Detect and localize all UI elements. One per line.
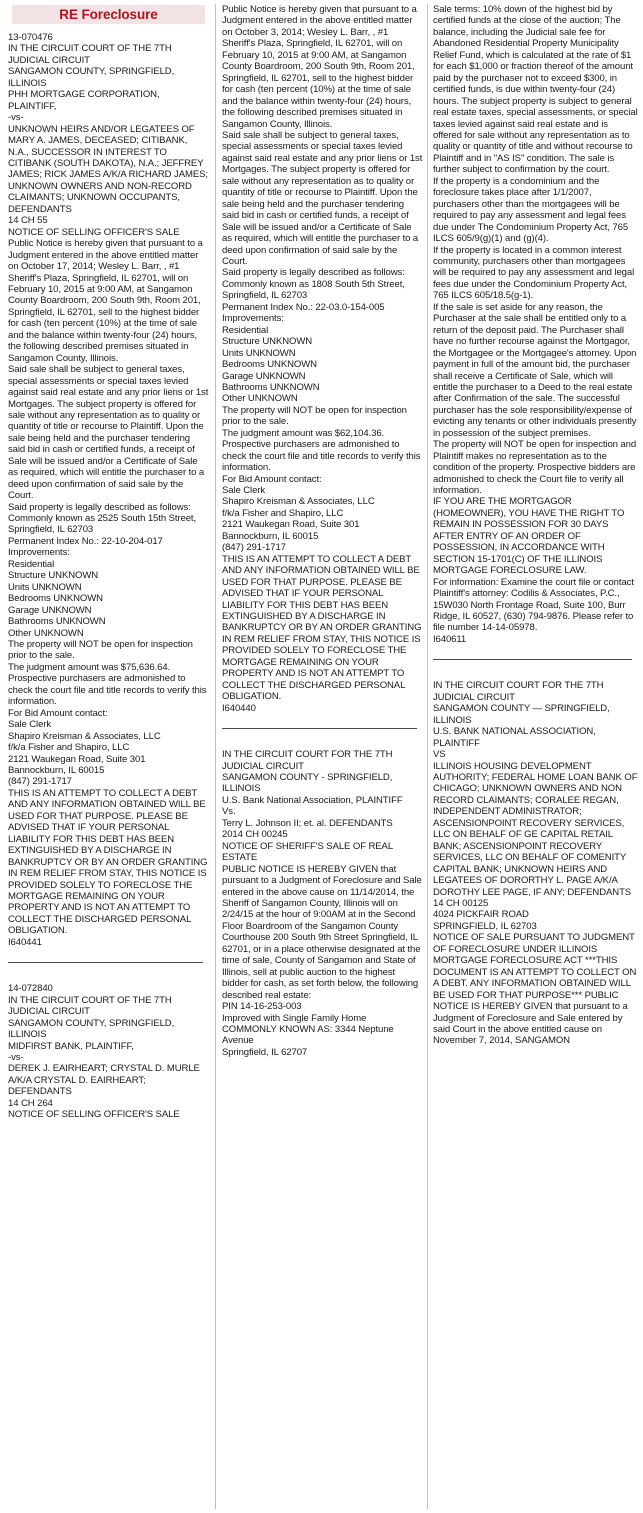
notice-line: (847) 291-1717: [222, 542, 286, 554]
notice-line: THIS IS AN ATTEMPT TO COLLECT A DEBT AND ANY INFORMATION OBTAINED WILL BE USED FOR THAT PURPOSE. PLEASE BE ADVISED THAT IF YOUR PERSONAL LIABILITY FOR THIS DEBT HAS BEEN EXTINGUISHED BY A DISCHARGE IN BANKRUPTCY OR BY AN ORDER GRANTING IN REM RELIEF FROM STAY, THIS NOTICE IS PROVIDED SOLELY TO FORECLOSE THE MORTGAGE REMAINING ON YOUR PROPERTY AND IS NOT AN ATTEMPT TO COLLECT THE DISCHARGED PERSONAL OBLIGATION.: [222, 553, 422, 703]
notice-line: Garage UNKNOWN: [222, 370, 306, 382]
notice-line: Commonly known as 2525 South 15th Street, Springfield, IL 62703: [8, 513, 197, 536]
notice-line: 14-072840: [8, 983, 53, 995]
notice-line: I640441: [8, 936, 42, 948]
notice-line: NOTICE OF SHERIFF'S SALE OF REAL ESTATE: [222, 840, 393, 864]
notice-line: Residential: [222, 324, 269, 336]
notice-line: Bedrooms UNKNOWN: [222, 359, 317, 371]
notice-line: I640611: [433, 633, 467, 645]
column-2: [222, 4, 423, 1058]
notice-line: If the sale is set aside for any reason, the Purchaser at the sale shall be entitled only to a return of the deposit paid. The Purchaser shall have no further recourse against the Mortgagor, the Mortgagee or the Mortgagee's attorney. Upon payment in full of the amount bid, the purchaser shall receive a Certificate of Sale, which will entitle the purchaser to a Deed to the real estate after Confirmation of the sale. The successful purchaser has the sole responsibility/expense of evicting any tenants or other individuals presently in possession of the subject premises.: [433, 301, 637, 439]
notice-line: Vs.: [222, 806, 236, 818]
notice-line: Units UNKNOWN: [8, 581, 82, 593]
column-3: [433, 4, 638, 1047]
column-divider: [427, 4, 428, 1509]
notice-line: Residential: [8, 558, 55, 570]
legal-notice: [8, 32, 209, 948]
notice-line: The judgment amount was $62,104.36.: [222, 427, 385, 439]
legal-notice-continued: [222, 4, 423, 714]
notice-line: Structure UNKNOWN: [8, 570, 99, 582]
notice-line: f/k/a Fisher and Shapiro, LLC: [222, 507, 344, 519]
notice-line: Other UNKNOWN: [222, 393, 298, 405]
legal-notice: [8, 983, 209, 1120]
notice-separator: [222, 728, 417, 729]
column-1: [8, 4, 209, 1121]
notice-line: Permanent Index No.: 22-10-204-017: [8, 535, 163, 547]
notice-line: Permanent Index No.: 22-03.0-154-005: [222, 301, 385, 313]
notice-line: -vs-: [8, 1051, 24, 1063]
notice-line: PUBLIC NOTICE IS HEREBY GIVEN that pursuant to a Judgment of Foreclosure and Sale entered in the above cause on 11/14/2014, the Sheriff of Sangamon County, Illinois will on 2/24/15 at the hour of 9:00AM at in the Second Floor Boardroom of the Sangamon County Courthouse 200 South 9th Street Springfield, IL 62701, or in a place otherwise designated at the time of sale, County of Sangamon and State of Illinois, sell at public auction to the highest bidder for cash, as set forth below, the following described real estate:: [222, 863, 422, 1001]
notice-line: Bathrooms UNKNOWN: [222, 381, 320, 393]
notice-line: Commonly known as 1808 South 5th Street, Springfield, IL 62703: [222, 278, 405, 302]
notice-line: Public Notice is hereby given that pursuant to a Judgment entered in the above entitled matter on October 3, 2014; Wesley L. Barr, , #1 Sheriff's Plaza, Springfield, IL 62701, will on February 10, 2015 at 9:00 AM, at Sangamon County Boardroom, 200 South 9th, Room 201, Springfield, IL 62701, sell to the highest bidder for cash (ten percent (10%) at the time of sale and the balance within twenty-four (24) hours, the following described premises situated in Sangamon County, Illinois.: [222, 4, 417, 130]
notice-line: Bedrooms UNKNOWN: [8, 593, 103, 605]
notice-line: IN THE CIRCUIT COURT OF THE 7TH JUDICIAL CIRCUIT: [8, 994, 172, 1018]
notice-line: MIDFIRST BANK, PLAINTIFF,: [8, 1040, 134, 1052]
notice-line: Said property is legally described as follows:: [8, 501, 191, 513]
notice-line: I640440: [222, 702, 256, 714]
notice-line: For Bid Amount contact:: [222, 473, 322, 485]
notice-line: 2121 Waukegan Road, Suite 301: [8, 753, 146, 765]
notice-separator: [8, 962, 203, 963]
notice-line: Garage UNKNOWN: [8, 604, 92, 616]
notice-line: IN THE CIRCUIT COURT FOR THE 7TH JUDICIAL CIRCUIT: [222, 749, 393, 772]
notice-line: SANGAMON COUNTY, SPRINGFIELD, ILLINOIS: [8, 1017, 175, 1041]
notice-line: For information: Examine the court file or contact Plaintiff's attorney: Codilis & Associates, P.C., 15W030 North Frontage Road, Suite 100, Burr Ridge, IL 60527, (630) 794-9876. Please refer to file number 14-14-05978.: [433, 576, 634, 634]
notice-line: U.S. Bank National Association, PLAINTIFF: [222, 794, 403, 806]
notice-line: 2121 Waukegan Road, Suite 301: [222, 519, 360, 531]
notice-line: Sale Clerk: [222, 485, 266, 497]
notice-line: Bathrooms UNKNOWN: [8, 616, 106, 628]
notice-line: f/k/a Fisher and Shapiro, LLC: [8, 742, 130, 754]
notice-line: PHH MORTGAGE CORPORATION, PLAINTIFF,: [8, 89, 160, 112]
notice-line: Public Notice is hereby given that pursuant to a Judgment entered in the above entitled matter on October 17, 2014; Wesley L. Barr, , #1 Sheriff's Plaza, Springfield, IL 62701, will on February 10, 2015 at 9:00 AM, at Sangamon County Boardroom, 200 South 9th, Room 201, Springfield, IL 62701, sell to the highest bidder for cash (ten percent (10%) at the time of sale and the balance within twenty-four (24) hours, the following described premises situated in Sangamon County, Illinois.: [8, 238, 203, 364]
notice-line: IN THE CIRCUIT COURT FOR THE 7TH JUDICIAL CIRCUIT: [433, 680, 604, 703]
column-divider: [215, 4, 216, 1509]
notice-line: Bannockburn, IL 60015: [222, 530, 319, 542]
notice-line: 13-070476: [8, 32, 53, 43]
notice-line: 2014 CH 00245: [222, 829, 288, 841]
notice-line: Said sale shall be subject to general taxes, special assessments or special taxes levied against said real estate and any prior liens or 1st Mortgages. The subject property is offered for sale without any representation as to quality or quantity of title or recourse to Plaintiff. Upon the sale being held and the purchaser tendering said bid in cash or certified funds, a receipt of Sale will be issued and/or a Certificate of Sale as required, which will entitle the purchaser to a deed upon confirmation of said sale by the Court.: [222, 129, 423, 267]
notice-line: The property will NOT be open for inspection prior to the sale.: [8, 639, 193, 662]
legal-notice: [433, 680, 638, 1047]
notice-line: Improvements:: [222, 313, 284, 325]
notice-line: SANGAMON COUNTY - SPRINGFIELD, ILLINOIS: [222, 772, 393, 795]
notice-line: PIN 14-16-253-003: [222, 1001, 302, 1013]
notice-line: THIS IS AN ATTEMPT TO COLLECT A DEBT AND ANY INFORMATION OBTAINED WILL BE USED FOR THAT PURPOSE. PLEASE BE ADVISED THAT IF YOUR PERSONAL LIABILITY FOR THIS DEBT HAS BEEN EXTINGUISHED BY A DISCHARGE IN BANKRUPTCY OR BY AN ORDER GRANTING IN REM RELIEF FROM STAY, THIS NOTICE IS PROVIDED SOLELY TO FORECLOSE THE MORTGAGE REMAINING ON YOUR PROPERTY AND IS NOT AN ATTEMPT TO COLLECT THE DISCHARGED PERSONAL OBLIGATION.: [8, 787, 208, 937]
notice-line: If the property is located in a common interest community, purchasers other than mortgagees will be required to pay any assessment and legal fees due under the Condominium Property Act, 765 ILCS 605/18.5(g-1).: [433, 244, 635, 302]
notice-line: 14 CH 55: [8, 215, 48, 227]
notice-line: ILLINOIS HOUSING DEVELOPMENT AUTHORITY; FEDERAL HOME LOAN BANK OF CHICAGO; UNKNOWN OWNERS AND NON RECORD CLAIMANTS; CORALEE REGAN, INDEPENDENT ADMINISTRATOR; ASCENSIONPOINT RECOVERY SERVICES, LLC ON BEHALF OF GE CAPITAL RETAIL BANK; ASCENSIONPOINT RECOVERY SERVICES, LLC ON BEHALF OF COMENITY CAPITAL BANK; UNKNOWN HEIRS AND LEGATEES OF DORORTHY L. PAGE A/K/A DOROTHY LEE PAGE, IF ANY; DEFENDANTS: [433, 760, 638, 898]
notice-line: SPRINGFIELD, IL 62703: [433, 920, 537, 932]
notice-line: Said property is legally described as follows:: [222, 267, 405, 279]
notice-line: Sale Clerk: [8, 719, 52, 731]
notice-line: DEREK J. EAIRHEART; CRYSTAL D. MURLE A/K/A CRYSTAL D. EAIRHEART; DEFENDANTS: [8, 1063, 200, 1098]
notice-line: Said sale shall be subject to general taxes, special assessments or special taxes levied against said real estate and any prior liens or 1st Mortgages. The subject property is offered for sale without any representation as to quality or quantity of title or recourse to Plaintiff. Upon the sale being held and the purchaser tendering said bid in cash or certified funds, a receipt of Sale will be issued and/or a Certificate of Sale as required, which will entitle the purchaser to a deed upon confirmation of said sale by the Court.: [8, 364, 209, 502]
notice-line: Prospective purchasers are admonished to check the court file and title records to verify this information.: [222, 439, 421, 474]
notice-line: NOTICE OF SALE PURSUANT TO JUDGMENT OF FORECLOSURE UNDER ILLINOIS MORTGAGE FORECLOSURE ACT ***THIS DOCUMENT IS AN ATTEMPT TO COLLECT ON A DEBT. ANY INFORMATION OBTAINED WILL BE USED FOR THAT PURPOSE*** PUBLIC NOTICE IS HEREBY GIVEN that pursuant to a Judgment of Foreclosure and Sale entered by said Court in the above entitled cause on November 7, 2014, SANGAMON: [433, 932, 637, 1047]
notice-line: Improvements:: [8, 547, 70, 559]
legal-notice-continued: [433, 4, 638, 645]
notice-line: 4024 PICKFAIR ROAD: [433, 909, 529, 921]
legal-notice: [222, 749, 423, 1058]
notice-line: Sale terms: 10% down of the highest bid by certified funds at the close of the auction; The balance, including the Judicial sale fee for Abandoned Residential Property Municipality Relief Fund, which is calculated at the rate of $1 for each $1,000 or fraction thereof of the amount paid by the purchaser not to exceed $300, in certified funds, is due within twenty-four (24) hours. The subject property is subject to general real estate taxes, special assessments, or special taxes levied against said real estate and is offered for sale without any representation as to quality or quantity of title and without recourse to Plaintiff and in "AS IS" condition. The sale is further subject to confirmation by the court.: [433, 4, 638, 176]
notice-line: Prospective purchasers are admonished to check the court file and title records to verify this information.: [8, 673, 207, 708]
notice-line: Units UNKNOWN: [222, 347, 296, 359]
notice-line: (847) 291-1717: [8, 776, 72, 788]
notice-line: Springfield, IL 62707: [222, 1046, 308, 1058]
notice-line: The judgment amount was $75,636.64.: [8, 661, 171, 673]
notice-line: 14 CH 00125: [433, 897, 489, 909]
notice-line: The property will NOT be open for inspection prior to the sale.: [222, 404, 407, 428]
notice-line: SANGAMON COUNTY — SPRINGFIELD, ILLINOIS: [433, 703, 610, 726]
notice-separator: [433, 659, 632, 660]
notice-line: IN THE CIRCUIT COURT OF THE 7TH JUDICIAL CIRCUIT: [8, 43, 172, 66]
notice-line: COMMONLY KNOWN AS: 3344 Neptune Avenue: [222, 1023, 394, 1047]
notice-line: SANGAMON COUNTY, SPRINGFIELD, ILLINOIS: [8, 66, 175, 89]
notice-line: Shapiro Kreisman & Associates, LLC: [8, 730, 161, 742]
notice-line: NOTICE OF SELLING OFFICER'S SALE: [8, 226, 180, 238]
notice-line: The property will NOT be open for inspection and Plaintiff makes no representation as to the condition of the property. Prospective bidders are admonished to check the Court file to verify all information.: [433, 439, 637, 497]
notice-line: Improved with Single Family Home: [222, 1012, 367, 1024]
section-header: RE Foreclosure: [12, 5, 205, 24]
notice-line: Terry L. Johnson II; et. al. DEFENDANTS: [222, 817, 393, 829]
notice-line: For Bid Amount contact:: [8, 707, 108, 719]
notice-line: IF YOU ARE THE MORTGAGOR (HOMEOWNER), YOU HAVE THE RIGHT TO REMAIN IN POSSESSION FOR 30 DAYS AFTER ENTRY OF AN ORDER OF POSSESSION, IN ACCORDANCE WITH SECTION 15-1701(C) OF THE ILLINOIS MORTGAGE FORECLOSURE LAW.: [433, 496, 625, 577]
notice-line: U.S. BANK NATIONAL ASSOCIATION, PLAINTIFF: [433, 726, 596, 749]
notice-line: NOTICE OF SELLING OFFICER'S SALE: [8, 1109, 180, 1121]
notice-line: Bannockburn, IL 60015: [8, 765, 105, 776]
notice-line: Shapiro Kreisman & Associates, LLC: [222, 496, 375, 508]
notice-line: Structure UNKNOWN: [222, 336, 313, 348]
notice-line: UNKNOWN HEIRS AND/OR LEGATEES OF MARY A. JAMES, DECEASED; CITIBANK, N.A., SUCCESSOR IN INTEREST TO CITIBANK (SOUTH DAKOTA), N.A.; JEFFREY JAMES; RICK JAMES A/K/A RICHARD JAMES; UNKNOWN OWNERS AND NON-RECORD CLAIMANTS; UNKNOWN OCCUPANTS, DEFENDANTS: [8, 123, 208, 215]
notice-line: Other UNKNOWN: [8, 627, 84, 639]
notice-line: 14 CH 264: [8, 1097, 53, 1109]
notice-line: If the property is a condominium and the foreclosure takes place after 1/1/2007, purchasers other than the mortgagees will be required to pay any assessment and legal fees due under The Condominium Property Act, 765 ILCS 605/9(g)(1) and (g)(4).: [433, 175, 629, 245]
notice-line: VS: [433, 749, 446, 761]
notice-line: -vs-: [8, 112, 24, 124]
